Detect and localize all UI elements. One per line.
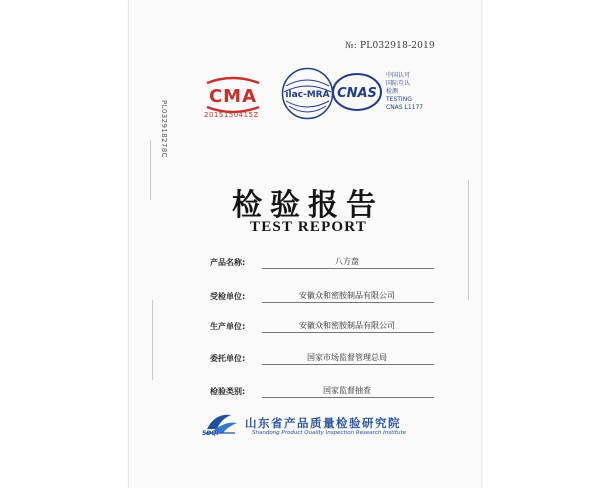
ilac-mra-logo-icon: [280, 66, 335, 121]
field-value-inspection-type: 国家监督抽查: [323, 386, 371, 395]
institute-abbr: SDQI: [202, 430, 219, 437]
institute-name-cn: 山东省产品质量检验研究院: [245, 416, 401, 430]
field-value-inspected-unit: 安徽众和密胺制品有限公司: [299, 291, 395, 300]
field-value-manufacturer: 安徽众和密胺制品有限公司: [299, 321, 395, 330]
ilac-mra-text: ilac-MRA: [285, 90, 330, 100]
cnas-caption-line: CNAS L1177: [386, 104, 424, 111]
institute-name-en: Shandong Product Quality Inspection Research Institute: [252, 430, 407, 436]
field-underline: [262, 302, 434, 303]
field-underline: [262, 397, 434, 398]
report-title-cn: 检验报告: [232, 188, 384, 223]
background-left: [0, 0, 128, 488]
field-label-entrusting-unit: 委托单位:: [210, 354, 246, 363]
field-label-inspected-unit: 受检单位:: [210, 292, 246, 301]
cnas-caption-line: 中国认可: [386, 72, 411, 79]
field-underline: [262, 332, 434, 333]
field-underline: [262, 268, 434, 269]
side-code: PL032918278C: [160, 100, 168, 158]
report-title-en: TEST REPORT: [250, 219, 368, 235]
field-underline: [262, 364, 434, 365]
cma-logo-text: CMA: [208, 86, 258, 107]
page-edge-mark: [468, 180, 469, 300]
field-label-inspection-type: 检验类别:: [210, 387, 246, 396]
cnas-caption-line: 检测: [386, 88, 399, 95]
page-edge-mark: [152, 300, 153, 380]
page-edge-mark: [150, 140, 151, 200]
field-value-product-name: 八方盘: [335, 257, 359, 266]
cnas-logo-icon: [331, 71, 383, 113]
field-label-product-name: 产品名称:: [210, 258, 246, 267]
cnas-caption-line: TESTING: [386, 96, 412, 103]
field-value-entrusting-unit: 国家市场监督管理总局: [307, 353, 387, 362]
cnas-caption-line: 国际互认: [386, 80, 411, 87]
field-label-manufacturer: 生产单位:: [210, 322, 246, 331]
cma-logo-icon: [203, 75, 263, 115]
report-number: №: PL032918-2019: [345, 41, 435, 51]
sdqi-logo-icon: [201, 409, 241, 443]
cnas-logo-text: CNAS: [337, 86, 377, 101]
cma-number: 2015150415Z: [204, 111, 259, 119]
cnas-caption: [386, 72, 423, 112]
